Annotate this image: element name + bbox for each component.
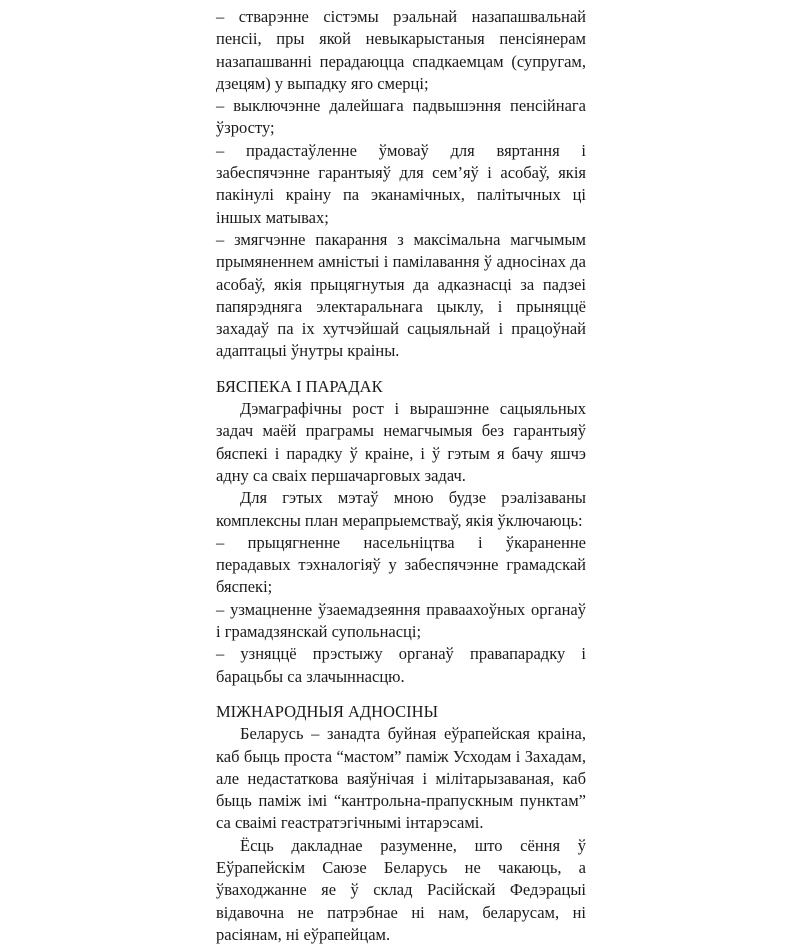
list-item: – выключэнне далейшага падвышэння пенсійнага ўзросту; [216, 96, 586, 138]
section-heading-security: БЯСПЕКА І ПАРАДАК [216, 376, 383, 396]
list-item: – прадастаўленне ўмоваў для вяртання і забеспячэнне гарантыяў для сем’яў і асобаў, якія пакінулі краіну па эканамічных, палітычных ці іншых матывах; [216, 140, 586, 227]
list-item: – узмацненне ўзаемадзеяння праваахоўных органаў і грамадзянскай супольнасці; [216, 599, 586, 642]
section-gap [216, 688, 586, 701]
paragraph: Ёсць дакладнае разуменне, што сёння ў Еўрапейскім Саюзе Беларусь не чакаюць, а ўваходжанне яе ў склад Расійскай Федэрацыі відавочна не патрэбнае ні нам, беларусам, ні расіянам, ні еўрапейцам. [216, 835, 586, 944]
document-page [216, 6, 586, 946]
section-heading-international: МІЖНАРОДНЫЯ АДНОСІНЫ [216, 701, 438, 721]
list-item: – прыцягненне насельніцтва і ўкараненне перадавых тэхналогіяў у забеспячэнне грамадскай бяспекі; [216, 532, 586, 597]
section-gap [216, 363, 586, 376]
paragraph: Беларусь – занадта буйная еўрапейская краіна, каб быць проста “мастом” паміж Усходам і Захадам, але недастаткова ваяўнічая і мілітарызаваная, каб быць паміж імі “кантрольна-прапускным пунктам” са сваімі геастратэгічнымі інтарэсамі. [216, 724, 586, 833]
paragraph: Дэмаграфічны рост і вырашэнне сацыяльных задач маёй праграмы немагчымыя без гарантыяў бяспекі і парадку ў краіне, і ў гэтым я бачу яшчэ адну са сваіх першачарговых задач. [216, 399, 586, 485]
intro-list [216, 6, 586, 363]
list-item: – узняццё прэстыжу органаў правапарадку і барацьбы са злачыннасцю. [216, 644, 586, 686]
paragraph: Для гэтых мэтаў мною будзе рэалізаваны комплексны план мерапрыемстваў, якія ўключаюць: [216, 488, 586, 530]
list-item: – стварэнне сістэмы рэальнай назапашвальнай пенсіі, пры якой невыкарыстаныя пенсіянерам назапашванні перадаюцца спадкаемцам (супругам, дзецям) у выпадку яго смерці; [216, 7, 586, 93]
list-item: – змягчэнне пакарання з максімальна магчымым прымяненнем амністыі і памілавання ў адносінах да асобаў, якія прыцягнутыя да адказнасці за падзеі папярэдняга электаральнага цыклу, і прыняццё захадаў па іх хутчэйшай сацыяльнай і працоўнай адаптацыі ўнутры краіны. [216, 229, 586, 361]
